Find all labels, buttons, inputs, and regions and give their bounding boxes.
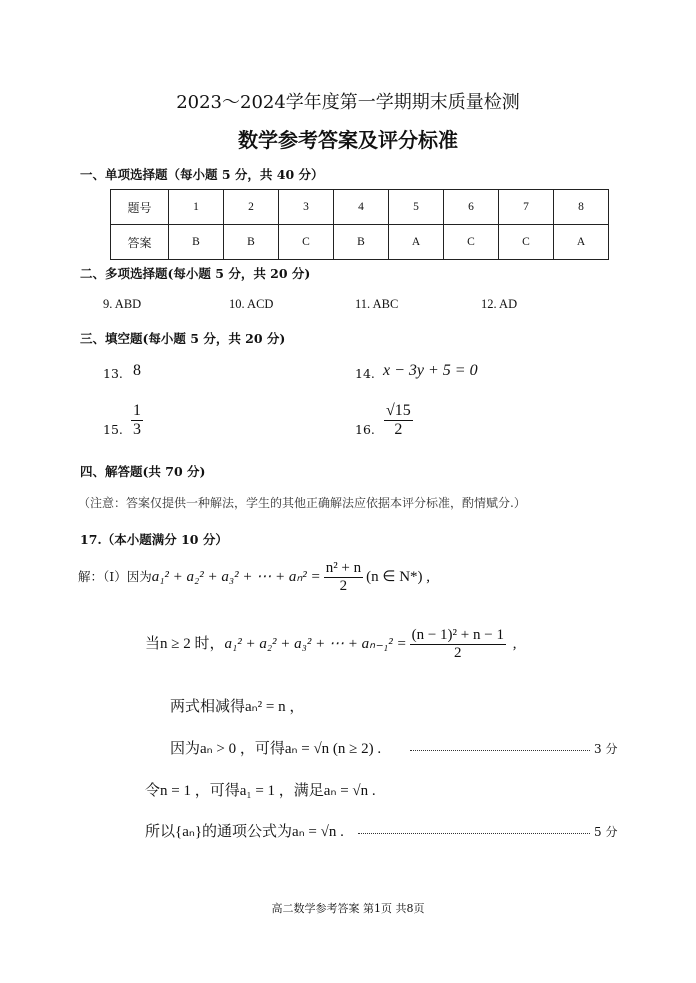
text: 当n ≥ 2 时， bbox=[145, 635, 225, 652]
q17-heading: 17.（本小题满分 10 分） bbox=[80, 532, 228, 547]
answer-9: 9. ABD bbox=[103, 297, 142, 311]
numerator: n² + n bbox=[325, 560, 362, 576]
section1-heading: 一、单项选择题（每小题 5 分，共 40 分） bbox=[80, 167, 324, 182]
grading-note: （注意：答案仅提供一种解法，学生的其他正确解法应依据本评分标准，酌情赋分.） bbox=[78, 496, 526, 510]
table-row bbox=[111, 225, 609, 260]
table-cell: B bbox=[169, 225, 224, 260]
math: a₁² + a₂² + a₃² + ⋯ + aₙ² = bbox=[151, 568, 321, 585]
table-cell: C bbox=[499, 225, 554, 260]
table-cell: B bbox=[224, 225, 279, 260]
table-cell: 3 bbox=[279, 190, 334, 225]
denominator: 3 bbox=[133, 421, 141, 438]
solution-line-6: 所以{aₙ}的通项公式为aₙ = √n . bbox=[145, 824, 344, 840]
score-3: 3 分 bbox=[594, 742, 618, 756]
answer-16 bbox=[384, 402, 413, 439]
solution-line-4: 因为aₙ > 0 ，可得aₙ = √n (n ≥ 2) . bbox=[170, 741, 382, 757]
q15-label: 15. bbox=[103, 422, 123, 437]
page-footer: 高二数学参考答案 第1页 共8页 bbox=[271, 902, 425, 915]
solution-line-1 bbox=[78, 560, 430, 595]
answer-10: 10. ACD bbox=[229, 297, 274, 311]
numerator: √15 bbox=[386, 402, 411, 419]
answer-15 bbox=[131, 402, 143, 439]
header-cell: 答案 bbox=[111, 225, 169, 260]
numerator: 1 bbox=[133, 402, 141, 419]
table-cell: 2 bbox=[224, 190, 279, 225]
header-cell: 题号 bbox=[111, 190, 169, 225]
q16-label: 16. bbox=[355, 422, 375, 437]
answer-14: x − 3y + 5 = 0 bbox=[383, 362, 478, 379]
solution-line-3: 两式相减得aₙ² = n ， bbox=[170, 699, 305, 715]
text: 解：（Ⅰ）因为 bbox=[78, 568, 152, 584]
answer-13: 8 bbox=[133, 362, 141, 379]
q13-label: 13. bbox=[103, 366, 123, 381]
solution-line-2 bbox=[145, 627, 516, 662]
math: (n ∈ N*) , bbox=[366, 568, 431, 585]
answer-table bbox=[110, 189, 609, 260]
table-cell: 5 bbox=[389, 190, 444, 225]
answer-12: 12. AD bbox=[481, 297, 518, 311]
doc-subtitle: 数学参考答案及评分标准 bbox=[238, 128, 458, 152]
math: , bbox=[508, 635, 517, 652]
table-cell: 4 bbox=[334, 190, 389, 225]
table-row bbox=[111, 190, 609, 225]
table-cell: C bbox=[444, 225, 499, 260]
q14-label: 14. bbox=[355, 366, 375, 381]
denominator: 2 bbox=[394, 421, 403, 438]
table-cell: A bbox=[389, 225, 444, 260]
math: a₁² + a₂² + a₃² + ⋯ + aₙ₋₁² = bbox=[224, 635, 407, 652]
table-cell: 7 bbox=[499, 190, 554, 225]
table-cell: 1 bbox=[169, 190, 224, 225]
table-cell: A bbox=[554, 225, 609, 260]
denominator: 2 bbox=[454, 645, 462, 661]
denominator: 2 bbox=[339, 578, 348, 594]
table-cell: C bbox=[279, 225, 334, 260]
leader-dots bbox=[358, 833, 590, 834]
section4-heading: 四、解答题(共 70 分) bbox=[80, 464, 206, 479]
section2-heading: 二、多项选择题(每小题 5 分，共 20 分) bbox=[80, 266, 311, 281]
numerator: (n − 1)² + n − 1 bbox=[411, 627, 504, 643]
answer-11: 11. ABC bbox=[355, 297, 399, 311]
doc-title: 2023～2024学年度第一学期期末质量检测 bbox=[176, 92, 520, 113]
leader-dots bbox=[410, 750, 590, 751]
score-5: 5 分 bbox=[594, 825, 618, 839]
table-cell: 8 bbox=[554, 190, 609, 225]
section3-heading: 三、填空题(每小题 5 分，共 20 分) bbox=[80, 331, 286, 346]
table-cell: B bbox=[334, 225, 389, 260]
solution-line-5: 令n = 1 ，可得a₁ = 1 ，满足aₙ = √n . bbox=[145, 783, 376, 799]
table-cell: 6 bbox=[444, 190, 499, 225]
